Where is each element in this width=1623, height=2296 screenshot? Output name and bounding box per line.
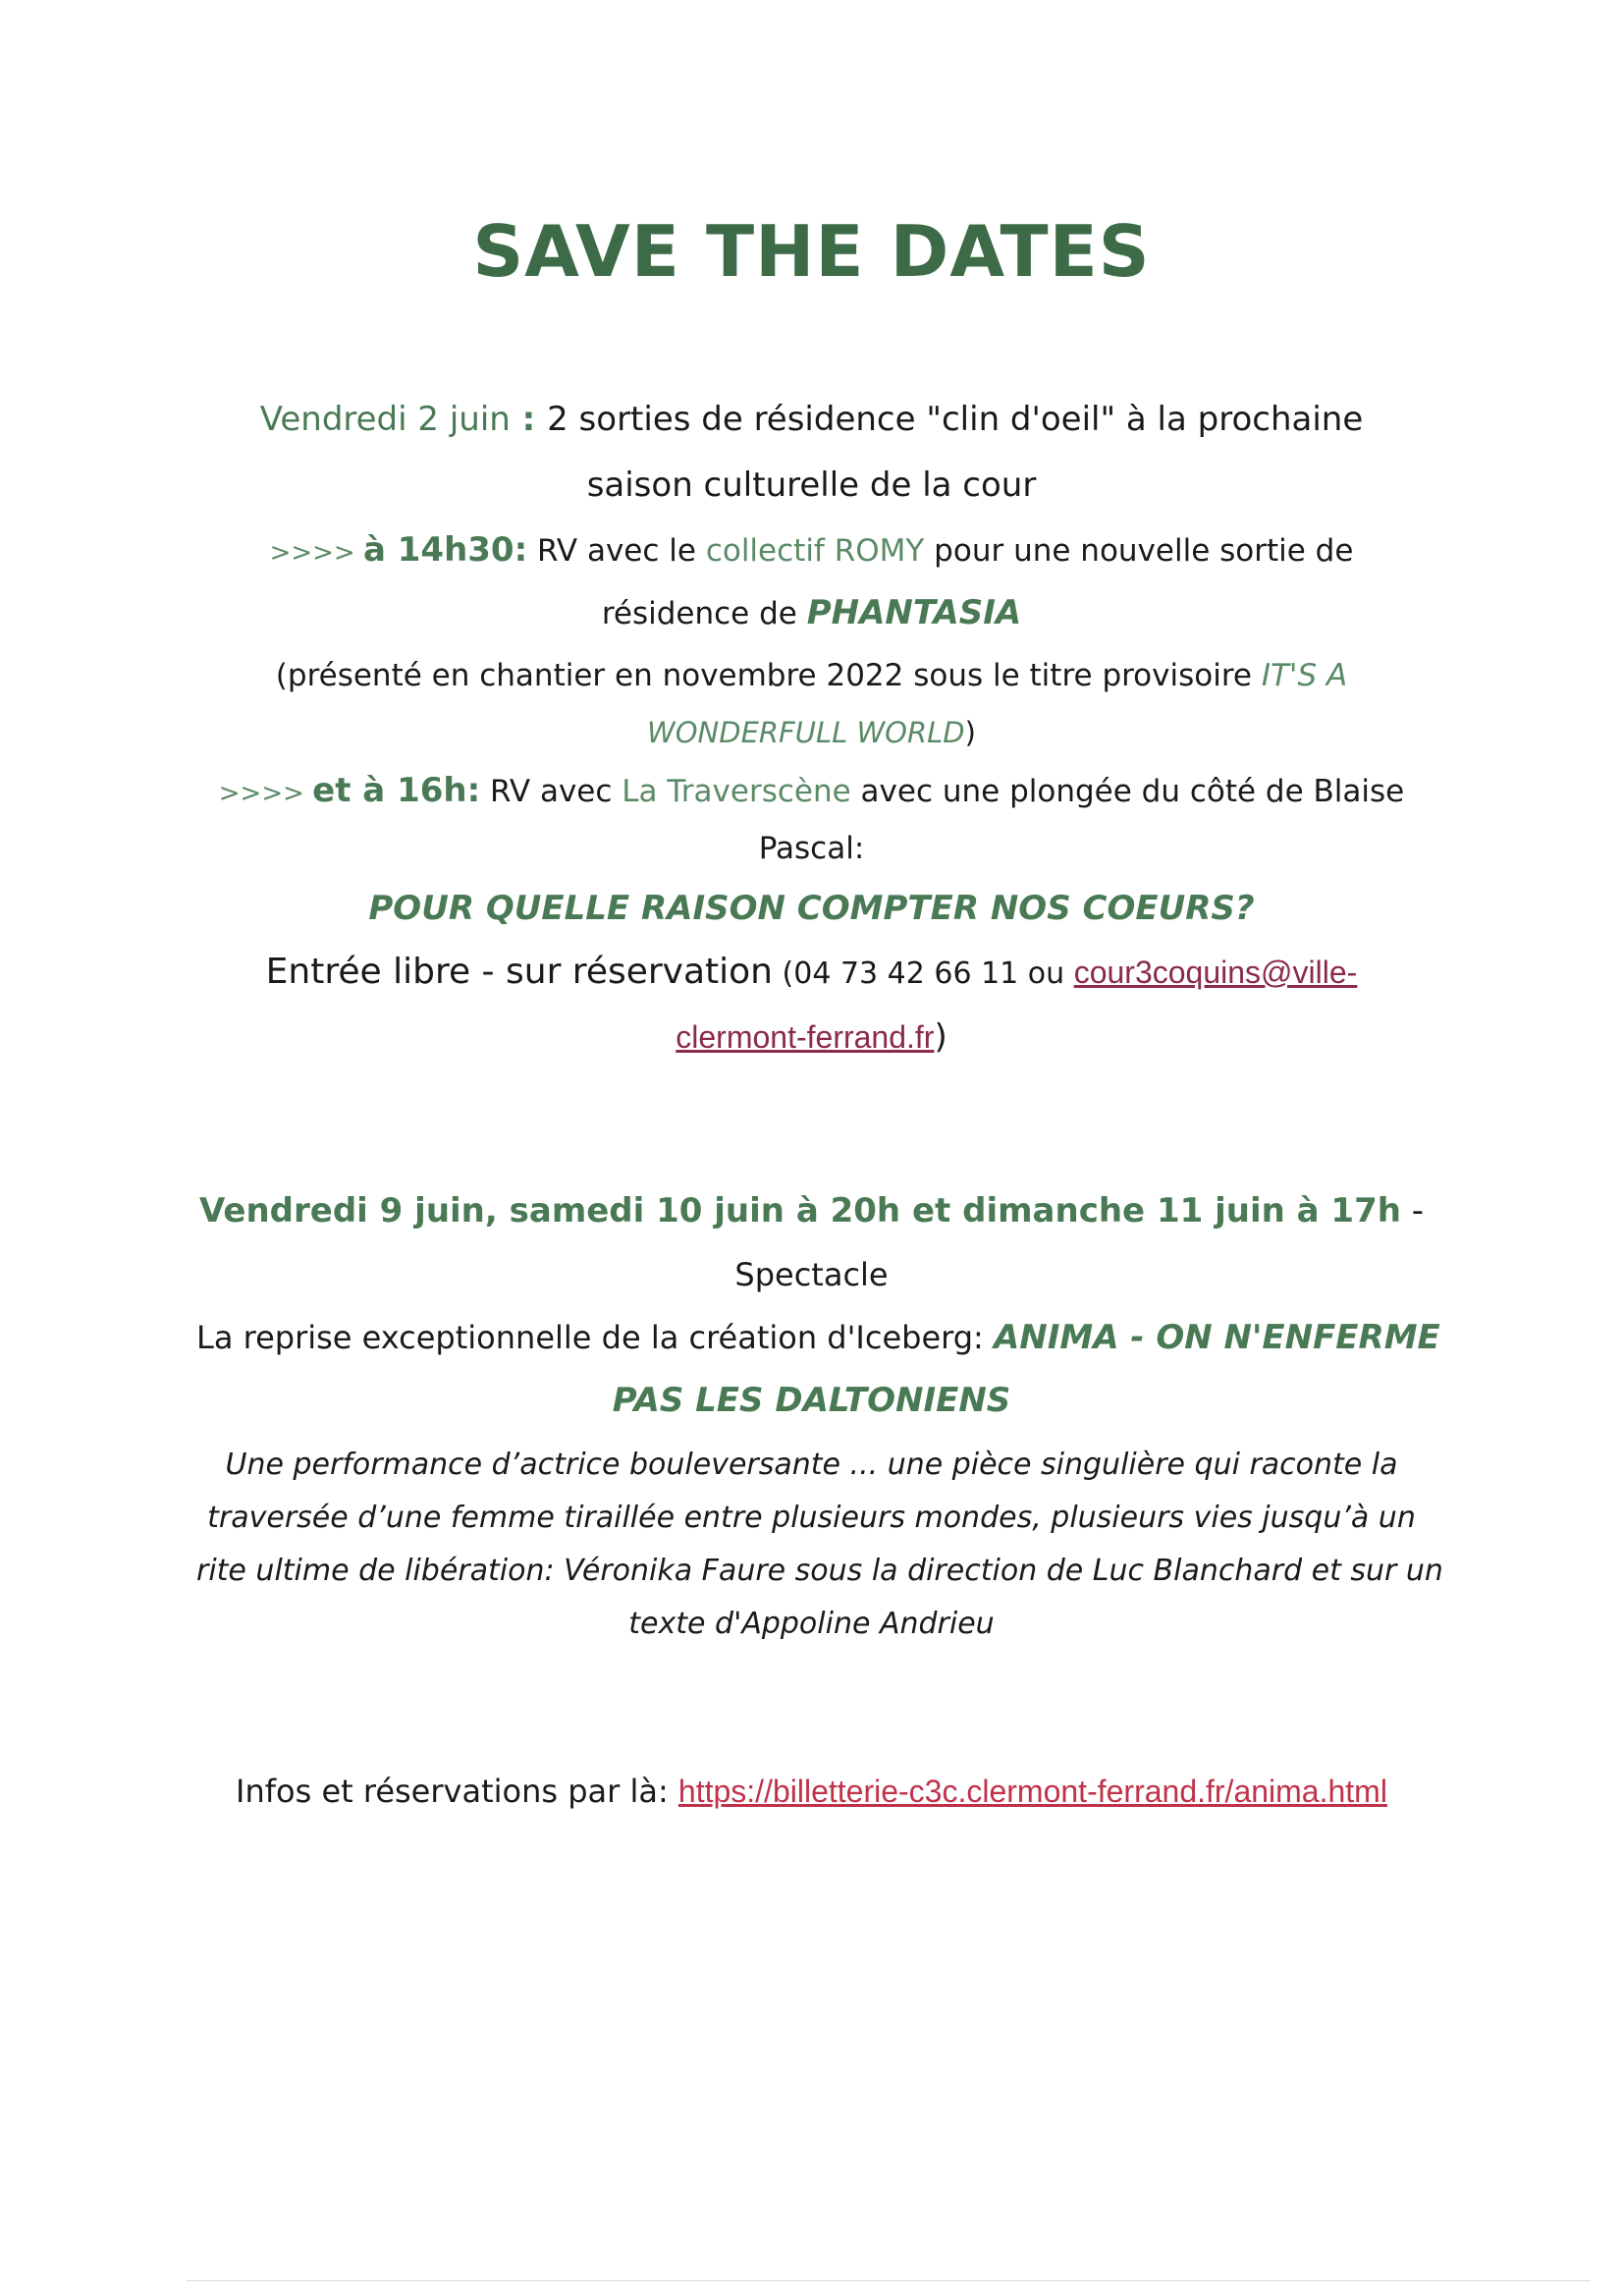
event2-show-part2: PAS LES DALTONIENS (612, 1381, 1011, 1420)
event2-desc-line2: traversée d’une femme tiraillée entre plusieurs mondes, plusieurs vies jusqu’à un (207, 1501, 1416, 1535)
slot2-text-b: avec une plongée du côté de Blaise (850, 774, 1405, 809)
event1-slot1-note-line1 (196, 654, 1427, 697)
slot1-line2-a: résidence de (601, 596, 807, 631)
slot1-note-line1-b: IT'S A (1261, 658, 1348, 693)
slot1-show: PHANTASIA (806, 593, 1022, 632)
event1-intro-line2: saison culturelle de la cour (586, 465, 1037, 505)
event1-slot2-line1 (196, 769, 1427, 815)
event2-show-part1: ANIMA - ON N'ENFERME (993, 1318, 1440, 1357)
event1-intro-line1: 2 sorties de résidence "clin d'oeil" à la prochaine (547, 400, 1364, 439)
slot1-note-line2-a: WONDERFULL WORLD (647, 716, 965, 749)
infos-label: Infos et réservations par là: (236, 1773, 678, 1810)
event2-dates: Vendredi 9 juin, samedi 10 juin à 20h et dimanche 11 juin à 17h (198, 1191, 1401, 1230)
slot2-arrows: >>>> (218, 779, 313, 808)
bottom-divider (187, 2280, 1591, 2281)
event1-entry-line2 (196, 1015, 1427, 1059)
event2-intro-line (196, 1316, 1440, 1359)
event2-header (196, 1189, 1427, 1232)
event1-slot1-line1 (196, 528, 1427, 574)
event2-desc-line3: rite ultime de libération: Véronika Faure sous la direction de Luc Blanchard et sur un (196, 1554, 1443, 1588)
slot2-company: La Traverscène (622, 774, 851, 809)
entry-b: (04 73 42 66 11 ou (773, 957, 1074, 991)
event2-kind: Spectacle (734, 1256, 889, 1293)
email-link-part1[interactable]: cour3coquins@ville- (1073, 955, 1358, 990)
infos-url-link[interactable]: https://billetterie-c3c.clermont-ferrand.fr/anima.html (677, 1774, 1387, 1809)
email-link-part2[interactable]: clermont-ferrand.fr (676, 1019, 935, 1055)
slot1-text-b: pour une nouvelle sortie de (924, 533, 1354, 569)
page-title: SAVE THE DATES (472, 210, 1151, 293)
event1-sep: : (510, 400, 548, 439)
event2-desc-line4: texte d'Appoline Andrieu (628, 1607, 995, 1641)
event1-entry-line1 (196, 951, 1427, 996)
slot1-arrows: >>>> (269, 538, 363, 568)
slot1-company: collectif ROMY (705, 533, 925, 569)
event1-slot1-note-line2 (196, 711, 1427, 754)
slot1-note-line2-b: ) (964, 716, 976, 749)
event2-intro: La reprise exceptionnelle de la création d'Iceberg: (196, 1319, 994, 1356)
event1-slot1-line2 (196, 591, 1427, 635)
slot2-time: et à 16h: (312, 771, 481, 810)
slot1-note-line1-a: (présenté en chantier en novembre 2022 sous le titre provisoire (275, 658, 1262, 693)
infos-line (196, 1770, 1427, 1813)
event2-desc-line1: Une performance d’actrice bouleversante ... une pièce singulière qui raconte la (225, 1448, 1398, 1482)
event2-dash: - (1400, 1191, 1425, 1230)
event1-slot2-show: POUR QUELLE RAISON COMPTER NOS COEURS? (368, 889, 1255, 928)
event1-header (196, 398, 1427, 441)
slot2-text-a: RV avec (480, 774, 622, 809)
entry-a: Entrée libre - sur réservation (265, 952, 773, 992)
email-close: ) (934, 1017, 947, 1057)
slot1-time: à 14h30: (362, 530, 528, 570)
slot1-text-a: RV avec le (527, 533, 706, 569)
event1-slot2-line2: Pascal: (758, 831, 865, 866)
event1-date: Vendredi 2 juin (259, 400, 511, 439)
